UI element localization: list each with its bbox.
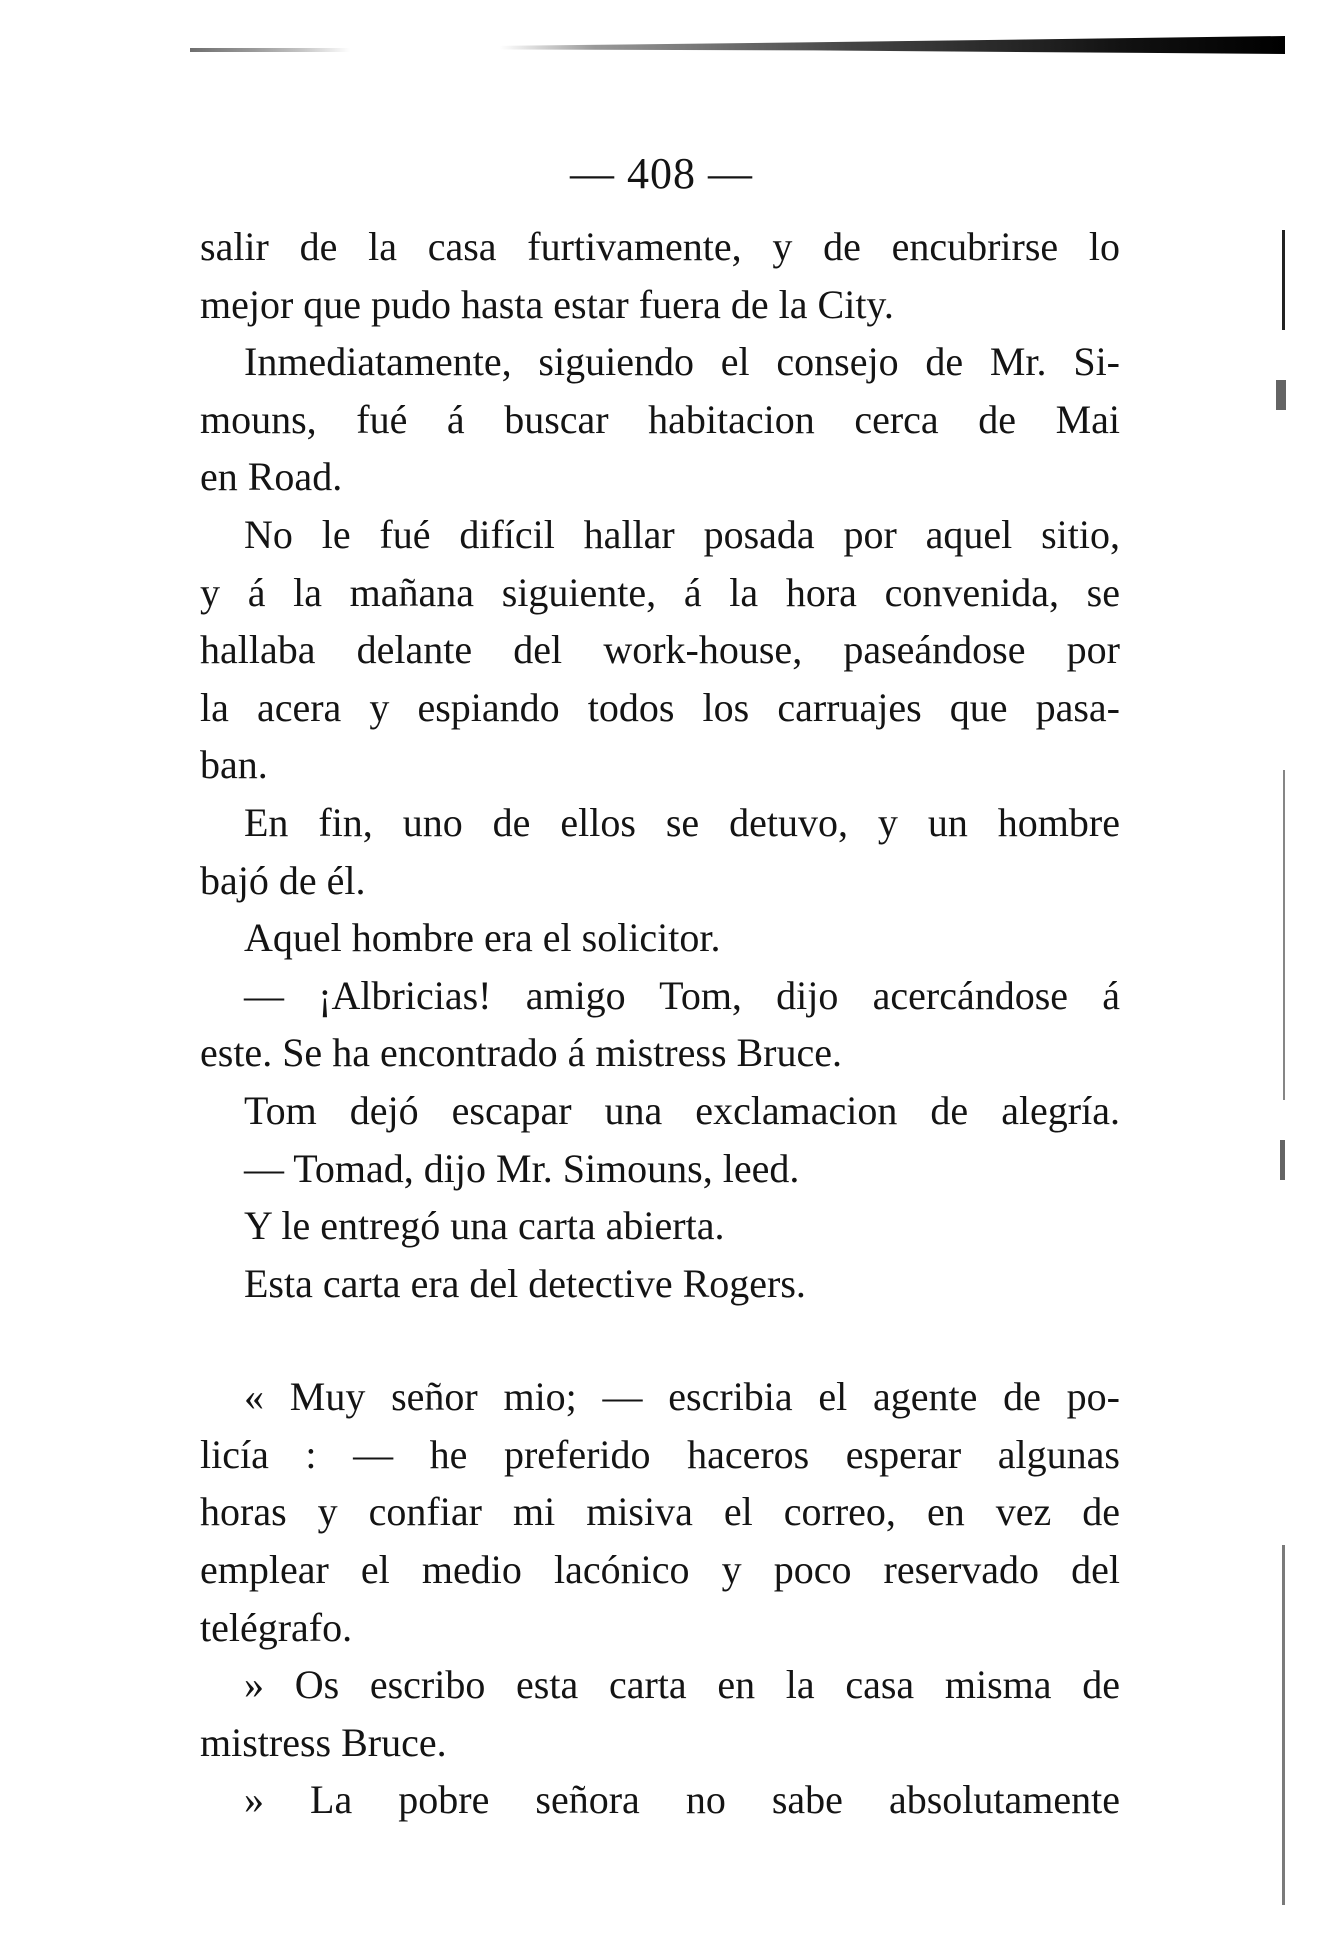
text-line: la acera y espiando todos los carruajes que pasa- xyxy=(200,684,1120,730)
scan-mark-right-1 xyxy=(1282,230,1285,330)
text-line: Tom dejó escapar una exclamacion de alegría. xyxy=(244,1087,1120,1133)
text-line: y á la mañana siguiente, á la hora convenida, se xyxy=(200,569,1120,615)
text-line: No le fué difícil hallar posada por aquel sitio, xyxy=(244,511,1120,557)
text-line: En fin, uno de ellos se detuvo, y un hombre xyxy=(244,799,1120,845)
text-line: » La pobre señora no sabe absolutamente xyxy=(244,1777,1120,1823)
text-line: ban. xyxy=(200,742,268,788)
scan-mark-right-2 xyxy=(1276,380,1286,410)
text-line: licía : — he preferido haceros esperar algunas xyxy=(200,1431,1120,1477)
scan-mark-right-5 xyxy=(1282,1545,1285,1905)
text-line: emplear el medio lacónico y poco reservado del xyxy=(200,1547,1120,1593)
scan-artifact-top-right xyxy=(500,36,1285,54)
scan-mark-right-3 xyxy=(1283,770,1285,1100)
text-line: mouns, fué á buscar habitacion cerca de Mai xyxy=(200,396,1120,442)
scan-artifact-top-left xyxy=(190,48,350,52)
text-line: Y le entregó una carta abierta. xyxy=(244,1203,725,1249)
page-number: — 408 — xyxy=(570,149,753,198)
text-line: — ¡Albricias! amigo Tom, dijo acercándose á xyxy=(244,972,1120,1018)
text-line: este. Se ha encontrado á mistress Bruce. xyxy=(200,1030,843,1076)
text-line: en Road. xyxy=(200,454,343,500)
text-line: « Muy señor mio; — escribia el agente de po- xyxy=(244,1374,1120,1420)
text-line: Aquel hombre era el solicitor. xyxy=(244,915,721,961)
text-line: — Tomad, dijo Mr. Simouns, leed. xyxy=(244,1145,800,1191)
body-text xyxy=(200,218,1120,1829)
text-line: bajó de él. xyxy=(200,857,366,903)
text-line: mejor que pudo hasta estar fuera de la City. xyxy=(200,281,894,327)
text-line: hallaba delante del work-house, paseándose por xyxy=(200,627,1120,673)
text-line: Esta carta era del detective Rogers. xyxy=(244,1260,806,1306)
text-line: » Os escribo esta carta en la casa misma de xyxy=(244,1662,1120,1708)
text-line: horas y confiar mi misiva el correo, en vez de xyxy=(200,1489,1120,1535)
text-line: Inmediatamente, siguiendo el consejo de Mr. Si- xyxy=(244,339,1120,385)
paragraph-gap xyxy=(200,1312,1120,1368)
text-line: telégrafo. xyxy=(200,1604,353,1650)
text-line: mistress Bruce. xyxy=(200,1719,447,1765)
scan-mark-right-4 xyxy=(1280,1140,1285,1180)
text-line: salir de la casa furtivamente, y de encubrirse lo xyxy=(200,224,1120,269)
